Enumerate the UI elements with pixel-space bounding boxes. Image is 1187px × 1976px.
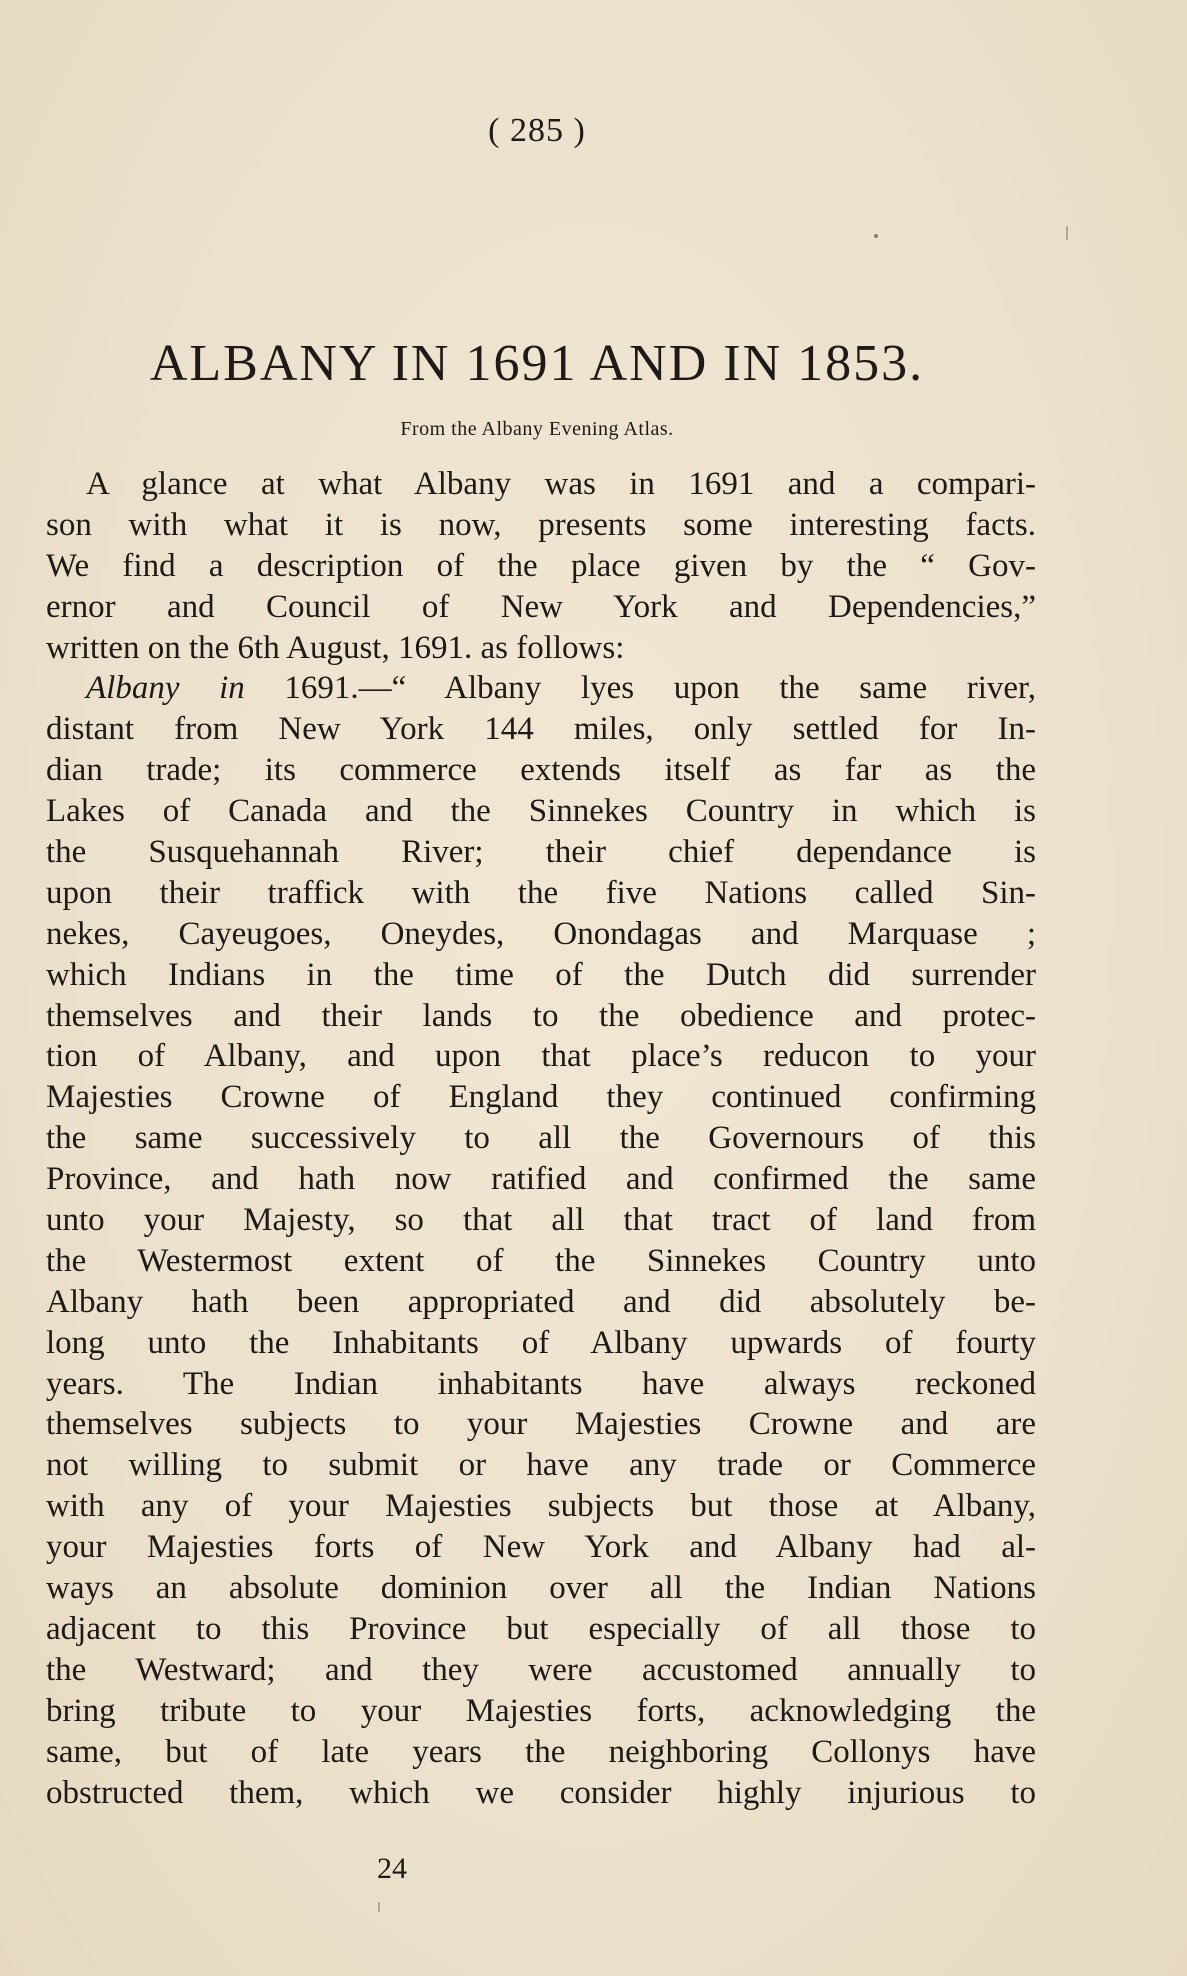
article-title: ALBANY IN 1691 AND IN 1853. xyxy=(149,335,925,392)
body-line: the Westward; and they were accustomed annually to xyxy=(46,1651,1036,1688)
body-line: Lakes of Canada and the Sinnekes Country in which is xyxy=(46,793,1036,830)
body-line: We find a description of the place given by the “ Gov- xyxy=(46,547,1036,584)
body-line: not willing to submit or have any trade or Commerce xyxy=(46,1447,1036,1484)
body-line: the Susquehannah River; their chief dependance is xyxy=(46,834,1036,871)
body-line: years. The Indian inhabitants have always reckoned xyxy=(46,1365,1036,1402)
body-line: the same successively to all the Governours of this xyxy=(46,1120,1036,1157)
body-line: A glance at what Albany was in 1691 and a compari- xyxy=(86,466,1036,502)
lead-rest: 1691.—“ Albany lyes upon the same river, xyxy=(244,670,1036,707)
body-line: adjacent to this Province but especially of all those to xyxy=(46,1610,1036,1647)
body-line: the Westermost extent of the Sinnekes Country unto xyxy=(46,1242,1036,1279)
body-line: obstructed them, which we consider highly injurious to xyxy=(46,1774,1036,1811)
body-line: Province, and hath now ratified and confirmed the same xyxy=(46,1161,1036,1198)
paper-speck xyxy=(378,1902,380,1912)
body-line: with any of your Majesties subjects but those at Albany, xyxy=(46,1488,1036,1525)
body-line: your Majesties forts of New York and Albany had al- xyxy=(46,1529,1036,1566)
body-line: which Indians in the time of the Dutch did surrender xyxy=(46,956,1036,993)
body-line: themselves subjects to your Majesties Crowne and are xyxy=(46,1406,1036,1443)
body-line: ways an absolute dominion over all the Indian Nations xyxy=(46,1570,1036,1607)
body-line: upon their traffick with the five Nations called Sin- xyxy=(46,874,1036,911)
body-line: written on the 6th August, 1691. as follows: xyxy=(46,629,625,666)
body-line: same, but of late years the neighboring Collonys have xyxy=(46,1733,1036,1770)
body-line-paragraph-lead xyxy=(46,668,1036,709)
paper-speck xyxy=(1066,226,1068,240)
italic-lead: Albany in xyxy=(86,670,245,707)
body-line: nekes, Cayeugoes, Oneydes, Onondagas and Marquase ; xyxy=(46,915,1036,952)
body-line: long unto the Inhabitants of Albany upwards of fourty xyxy=(46,1324,1036,1361)
body-line: distant from New York 144 miles, only settled for In- xyxy=(46,711,1036,748)
signature-mark: 24 xyxy=(377,1852,407,1885)
body-line: themselves and their lands to the obedience and protec- xyxy=(46,997,1036,1034)
page-number: ( 285 ) xyxy=(488,112,586,149)
article-source: From the Albany Evening Atlas. xyxy=(400,418,674,440)
paper-speck xyxy=(874,234,878,238)
body-line: unto your Majesty, so that all that tract of land from xyxy=(46,1202,1036,1239)
body-line: ernor and Council of New York and Dependencies,” xyxy=(46,588,1036,625)
article-body xyxy=(46,464,1036,1813)
body-line: Majesties Crowne of England they continued confirming xyxy=(46,1079,1036,1116)
body-line: tion of Albany, and upon that place’s reducon to your xyxy=(46,1038,1036,1075)
body-line: dian trade; its commerce extends itself as far as the xyxy=(46,752,1036,789)
body-line: son with what it is now, presents some interesting facts. xyxy=(46,506,1036,543)
body-line: Albany hath been appropriated and did absolutely be- xyxy=(46,1283,1036,1320)
body-line: bring tribute to your Majesties forts, acknowledging the xyxy=(46,1692,1036,1729)
